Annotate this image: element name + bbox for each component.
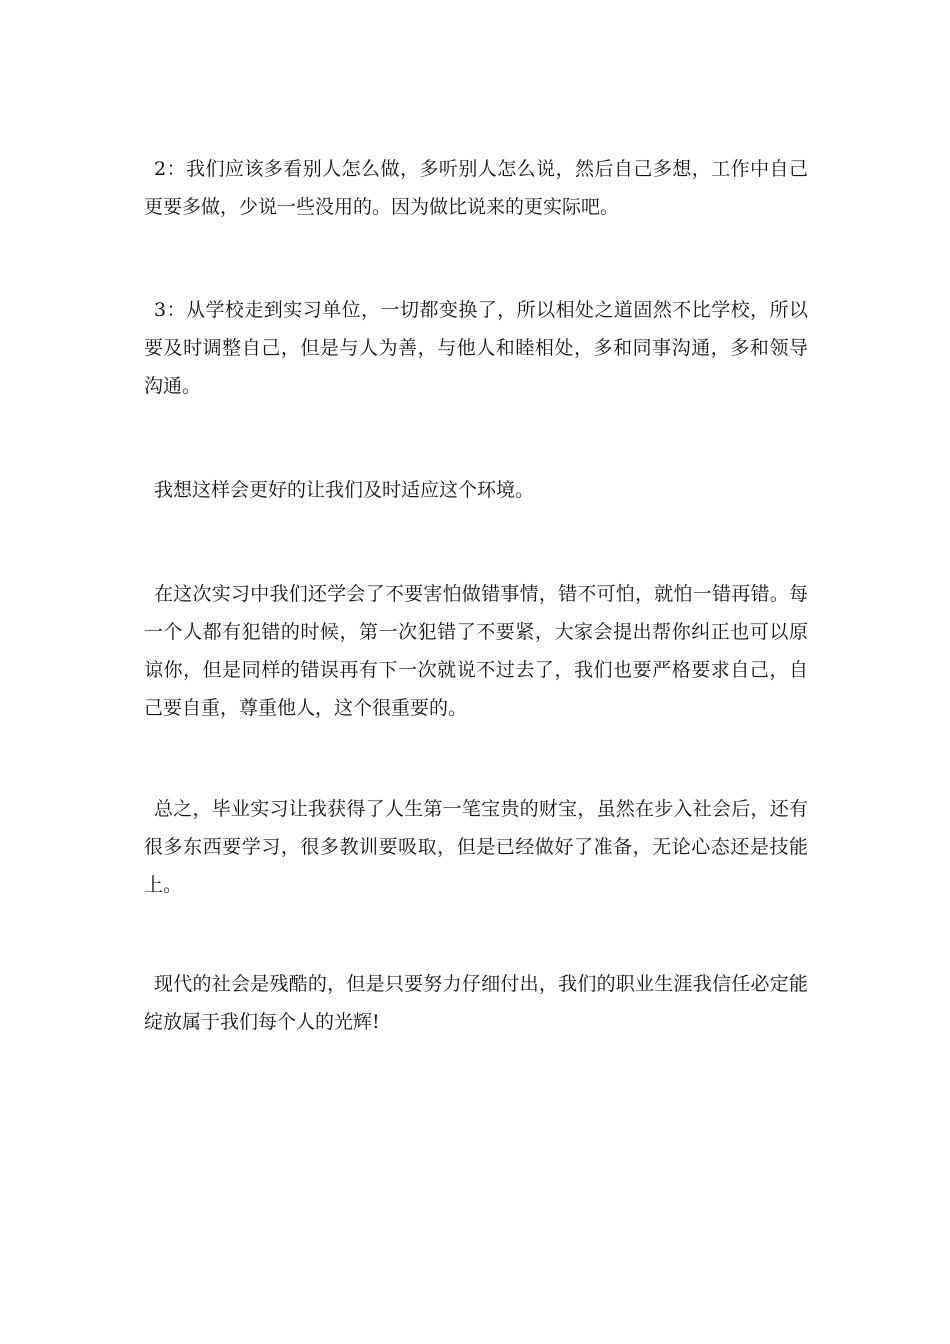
paragraph-6: 现代的社会是残酷的，但是只要努力仔细付出，我们的职业生涯我信任必定能绽放属于我们每个人的光辉!	[144, 973, 808, 1033]
paragraph-5: 总之，毕业实习让我获得了人生第一笔宝贵的财宝，虽然在步入社会后，还有很多东西要学习，很多教训要吸取，但是已经做好了准备，无论心态还是技能上。	[144, 798, 808, 896]
paragraph-3: 我想这样会更好的让我们及时适应这个环境。	[154, 479, 535, 501]
paragraph-2: 3：从学校走到实习单位，一切都变换了，所以相处之道固然不比学校，所以要及时调整自己，但是与人为善，与他人和睦相处，多和同事沟通，多和领导沟通。	[144, 299, 808, 397]
paragraph-1: 2：我们应该多看别人怎么做，多听别人怎么说，然后自己多想，工作中自己更要多做，少说一些没用的。因为做比说来的更实际吧。	[144, 158, 808, 218]
paragraph-4: 在这次实习中我们还学会了不要害怕做错事情，错不可怕，就怕一错再错。每一个人都有犯错的时候，第一次犯错了不要紧，大家会提出帮你纠正也可以原谅你，但是同样的错误再有下一次就说不过去了，我们也要严格要求自己，自己要自重，尊重他人，这个很重要的。	[144, 583, 808, 719]
